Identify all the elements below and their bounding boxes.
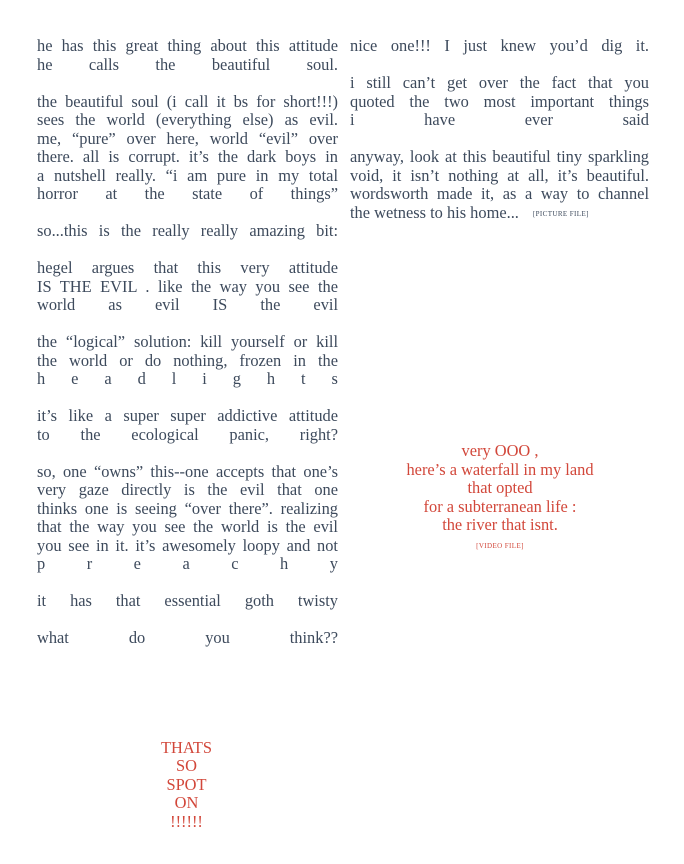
text-line: what do you think??: [37, 628, 338, 647]
paragraph-beautiful-soul-intro: [37, 37, 338, 74]
video-note-line: for a subterranean life :: [423, 496, 577, 516]
text-line: so...this is the really really amazing bit:: [37, 221, 338, 240]
reply-line: THATS: [161, 738, 212, 757]
text-line: to the ecological panic, right?: [37, 424, 338, 444]
text-line: he has this great thing about this attitude: [37, 36, 338, 55]
text-line: there. all is corrupt. it’s the dark boys in: [37, 147, 338, 166]
text-line: it’s like a super super addictive attitude: [37, 406, 338, 425]
text-line: the wetness to his home...: [350, 202, 519, 222]
paragraph-amazing-bit: [37, 222, 338, 241]
paragraph-logical-solution: [37, 333, 338, 389]
text-line: thinks one is seeing “over there”. realizing: [37, 498, 338, 518]
video-note-line: the river that isnt.: [442, 515, 558, 534]
text-line: i still can’t get over the fact that you: [350, 73, 649, 92]
text-line: anyway, look at this beautiful tiny sparkling: [350, 147, 649, 166]
text-line: me, “pure” over here, world “evil” over: [37, 128, 338, 148]
text-line: you see in it. it’s awesomely loopy and not: [37, 535, 338, 555]
text-line: the world or do nothing, frozen in the: [37, 350, 338, 370]
paragraph-hegel: [37, 259, 338, 315]
paragraph-question: [37, 629, 338, 648]
paragraph-beautiful-soul-definition: [37, 93, 338, 204]
text-line: a nutshell really. “i am pure in my total: [37, 165, 338, 185]
paragraph-goth-twisty: [37, 592, 338, 611]
reply-line: !!!!!!: [170, 811, 203, 831]
text-line: nice one!!! I just knew you’d dig it.: [350, 36, 649, 55]
paragraph-quoted-things: [350, 74, 649, 130]
text-line-with-attachment: [350, 204, 649, 224]
text-line: very gaze directly is the evil that one: [37, 480, 338, 499]
paragraph-nice-one: [350, 37, 649, 56]
picture-file-attachment[interactable]: [PICTURE FILE]: [532, 209, 589, 218]
right-text-column: [350, 37, 649, 242]
text-line: i have ever said: [350, 110, 649, 129]
text-line: that the way you see the world is the evil: [37, 517, 338, 536]
text-line: so, one “owns” this--one accepts that one’s: [37, 461, 338, 481]
video-note: [378, 442, 622, 553]
text-line: he calls the beautiful soul.: [37, 54, 338, 74]
text-line: hegel argues that this very attitude: [37, 258, 338, 277]
paragraph-owns-this: [37, 463, 338, 574]
text-line: IS THE EVIL . like the way you see the: [37, 276, 338, 296]
text-line: world as evil IS the evil: [37, 295, 338, 314]
reply-line: SO: [176, 756, 197, 776]
paragraph-ecological-panic: [37, 407, 338, 444]
text-line: void, it isn’t nothing at all, it’s beautiful.: [350, 165, 649, 185]
text-line: horror at the state of things”: [37, 184, 338, 203]
left-text-column: [37, 37, 338, 666]
text-line: h e a d l i g h t s: [37, 369, 338, 388]
reply-line: ON: [174, 793, 199, 813]
paragraph-sparkling-void: [350, 148, 649, 223]
text-line: sees the world (everything else) as evil.: [37, 110, 338, 129]
video-note-line: very OOO ,: [461, 441, 539, 460]
video-note-line: that opted: [467, 478, 533, 497]
text-line: the “logical” solution: kill yourself or kill: [37, 332, 338, 351]
video-file-attachment[interactable]: [VIDEO FILE]: [476, 541, 524, 550]
reply-note: [130, 739, 243, 831]
text-line: quoted the two most important things: [350, 91, 649, 111]
reply-line: SPOT: [166, 774, 207, 794]
video-note-line: here’s a waterfall in my land: [406, 459, 594, 479]
text-line: the beautiful soul (i call it bs for short!!!): [37, 91, 338, 111]
text-line: wordsworth made it, as a way to channel: [350, 184, 649, 203]
text-line: it has that essential goth twisty: [37, 591, 338, 610]
text-line: p r e a c h y: [37, 554, 338, 573]
